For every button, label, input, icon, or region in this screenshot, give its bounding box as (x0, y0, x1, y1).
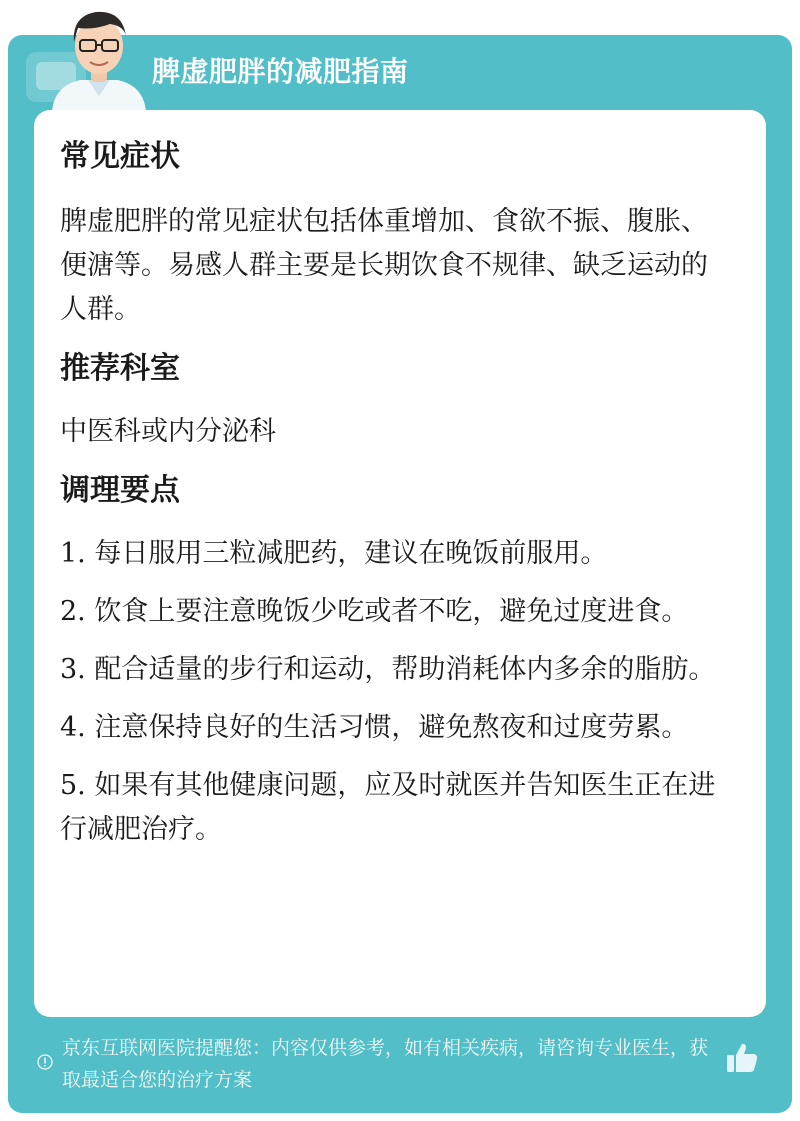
info-icon (37, 1054, 53, 1070)
section-heading-tips: 调理要点 (60, 473, 180, 508)
list-item: 1. 每日服用三粒减肥药，建议在晚饭前服用。 (60, 538, 608, 569)
section-heading-department: 推荐科室 (60, 351, 180, 386)
thumbs-up-icon[interactable] (724, 1040, 760, 1076)
list-item: 2. 饮食上要注意晚饭少吃或者不吃，避免过度进食。 (60, 596, 689, 627)
section-heading-symptoms: 常见症状 (60, 139, 180, 174)
section-body-symptoms: 脾虚肥胖的常见症状包括体重增加、食欲不振、腹胀、便溏等。易感人群主要是长期饮食不规律、缺乏运动的人群。 (60, 206, 708, 325)
list-item: 4. 注意保持良好的生活习惯，避免熬夜和过度劳累。 (60, 712, 689, 743)
doctor-avatar-icon (44, 0, 154, 112)
disclaimer-text: 京东互联网医院提醒您：内容仅供参考，如有相关疾病，请咨询专业医生，获取最适合您的治疗方案 (62, 1037, 709, 1091)
list-item: 3. 配合适量的步行和运动，帮助消耗体内多余的脂肪。 (60, 654, 716, 685)
tips-list (60, 532, 730, 866)
page-title: 脾虚肥胖的减肥指南 (152, 55, 409, 88)
list-item: 5. 如果有其他健康问题，应及时就医并告知医生正在进行减肥治疗。 (60, 770, 716, 845)
section-body-department: 中医科或内分泌科 (60, 416, 276, 447)
